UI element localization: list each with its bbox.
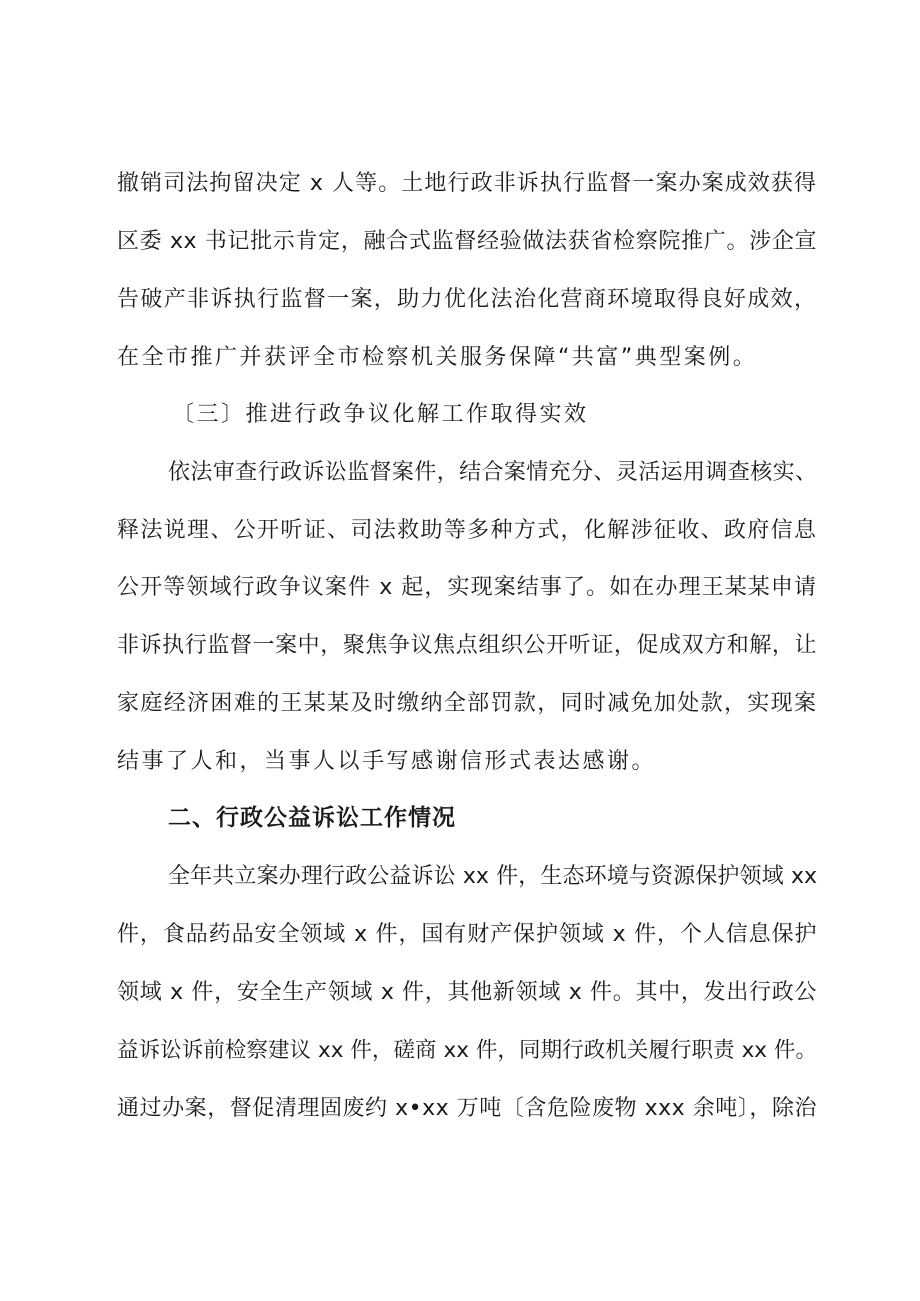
paragraph-line: 释法说理、公开听证、司法救助等多种方式，化解涉征收、政府信息	[117, 518, 817, 543]
paragraph-line: 区委 xx 书记批示肯定，融合式监督经验做法获省检察院推广。涉企宣	[117, 229, 817, 254]
paragraph-line: 全年共立案办理行政公益诉讼 xx 件，生态环境与资源保护领域 xx	[168, 864, 817, 889]
paragraph-line: 依法审查行政诉讼监督案件，结合案情充分、灵活运用调查核实、	[168, 460, 817, 485]
paragraph-line: 益诉讼诉前检察建议 xx 件，磋商 xx 件，同期行政机关履行职责 xx 件。	[117, 1038, 817, 1063]
section-heading: 二、行政公益诉讼工作情况	[168, 805, 456, 831]
paragraph-line: 在全市推广并获评全市检察机关服务保障“共富”典型案例。	[117, 345, 758, 370]
paragraph-line: 件，食品药品安全领域 x 件，国有财产保护领域 x 件，个人信息保护	[117, 922, 817, 947]
paragraph-line: 公开等领域行政争议案件 x 起，实现案结事了。如在办理王某某申请	[117, 575, 817, 600]
paragraph-line: 撤销司法拘留决定 x 人等。土地行政非诉执行监督一案办案成效获得	[117, 171, 817, 196]
section-subheading: 〔三〕推进行政争议化解工作取得实效	[172, 402, 589, 427]
paragraph-line: 领域 x 件，安全生产领域 x 件，其他新领域 x 件。其中，发出行政公	[117, 980, 817, 1005]
paragraph-line: 非诉执行监督一案中，聚焦争议焦点组织公开听证，促成双方和解，让	[117, 633, 817, 658]
paragraph-line: 告破产非诉执行监督一案，助力优化法治化营商环境取得良好成效，	[117, 287, 817, 312]
paragraph-line: 结事了人和，当事人以手写感谢信形式表达感谢。	[117, 749, 657, 774]
paragraph-line: 家庭经济困难的王某某及时缴纳全部罚款，同时减免加处款，实现案	[117, 691, 817, 716]
paragraph-line: 通过办案，督促清理固废约 x•xx 万吨〔含危险废物 xxx 余吨〕，除治	[117, 1096, 817, 1121]
